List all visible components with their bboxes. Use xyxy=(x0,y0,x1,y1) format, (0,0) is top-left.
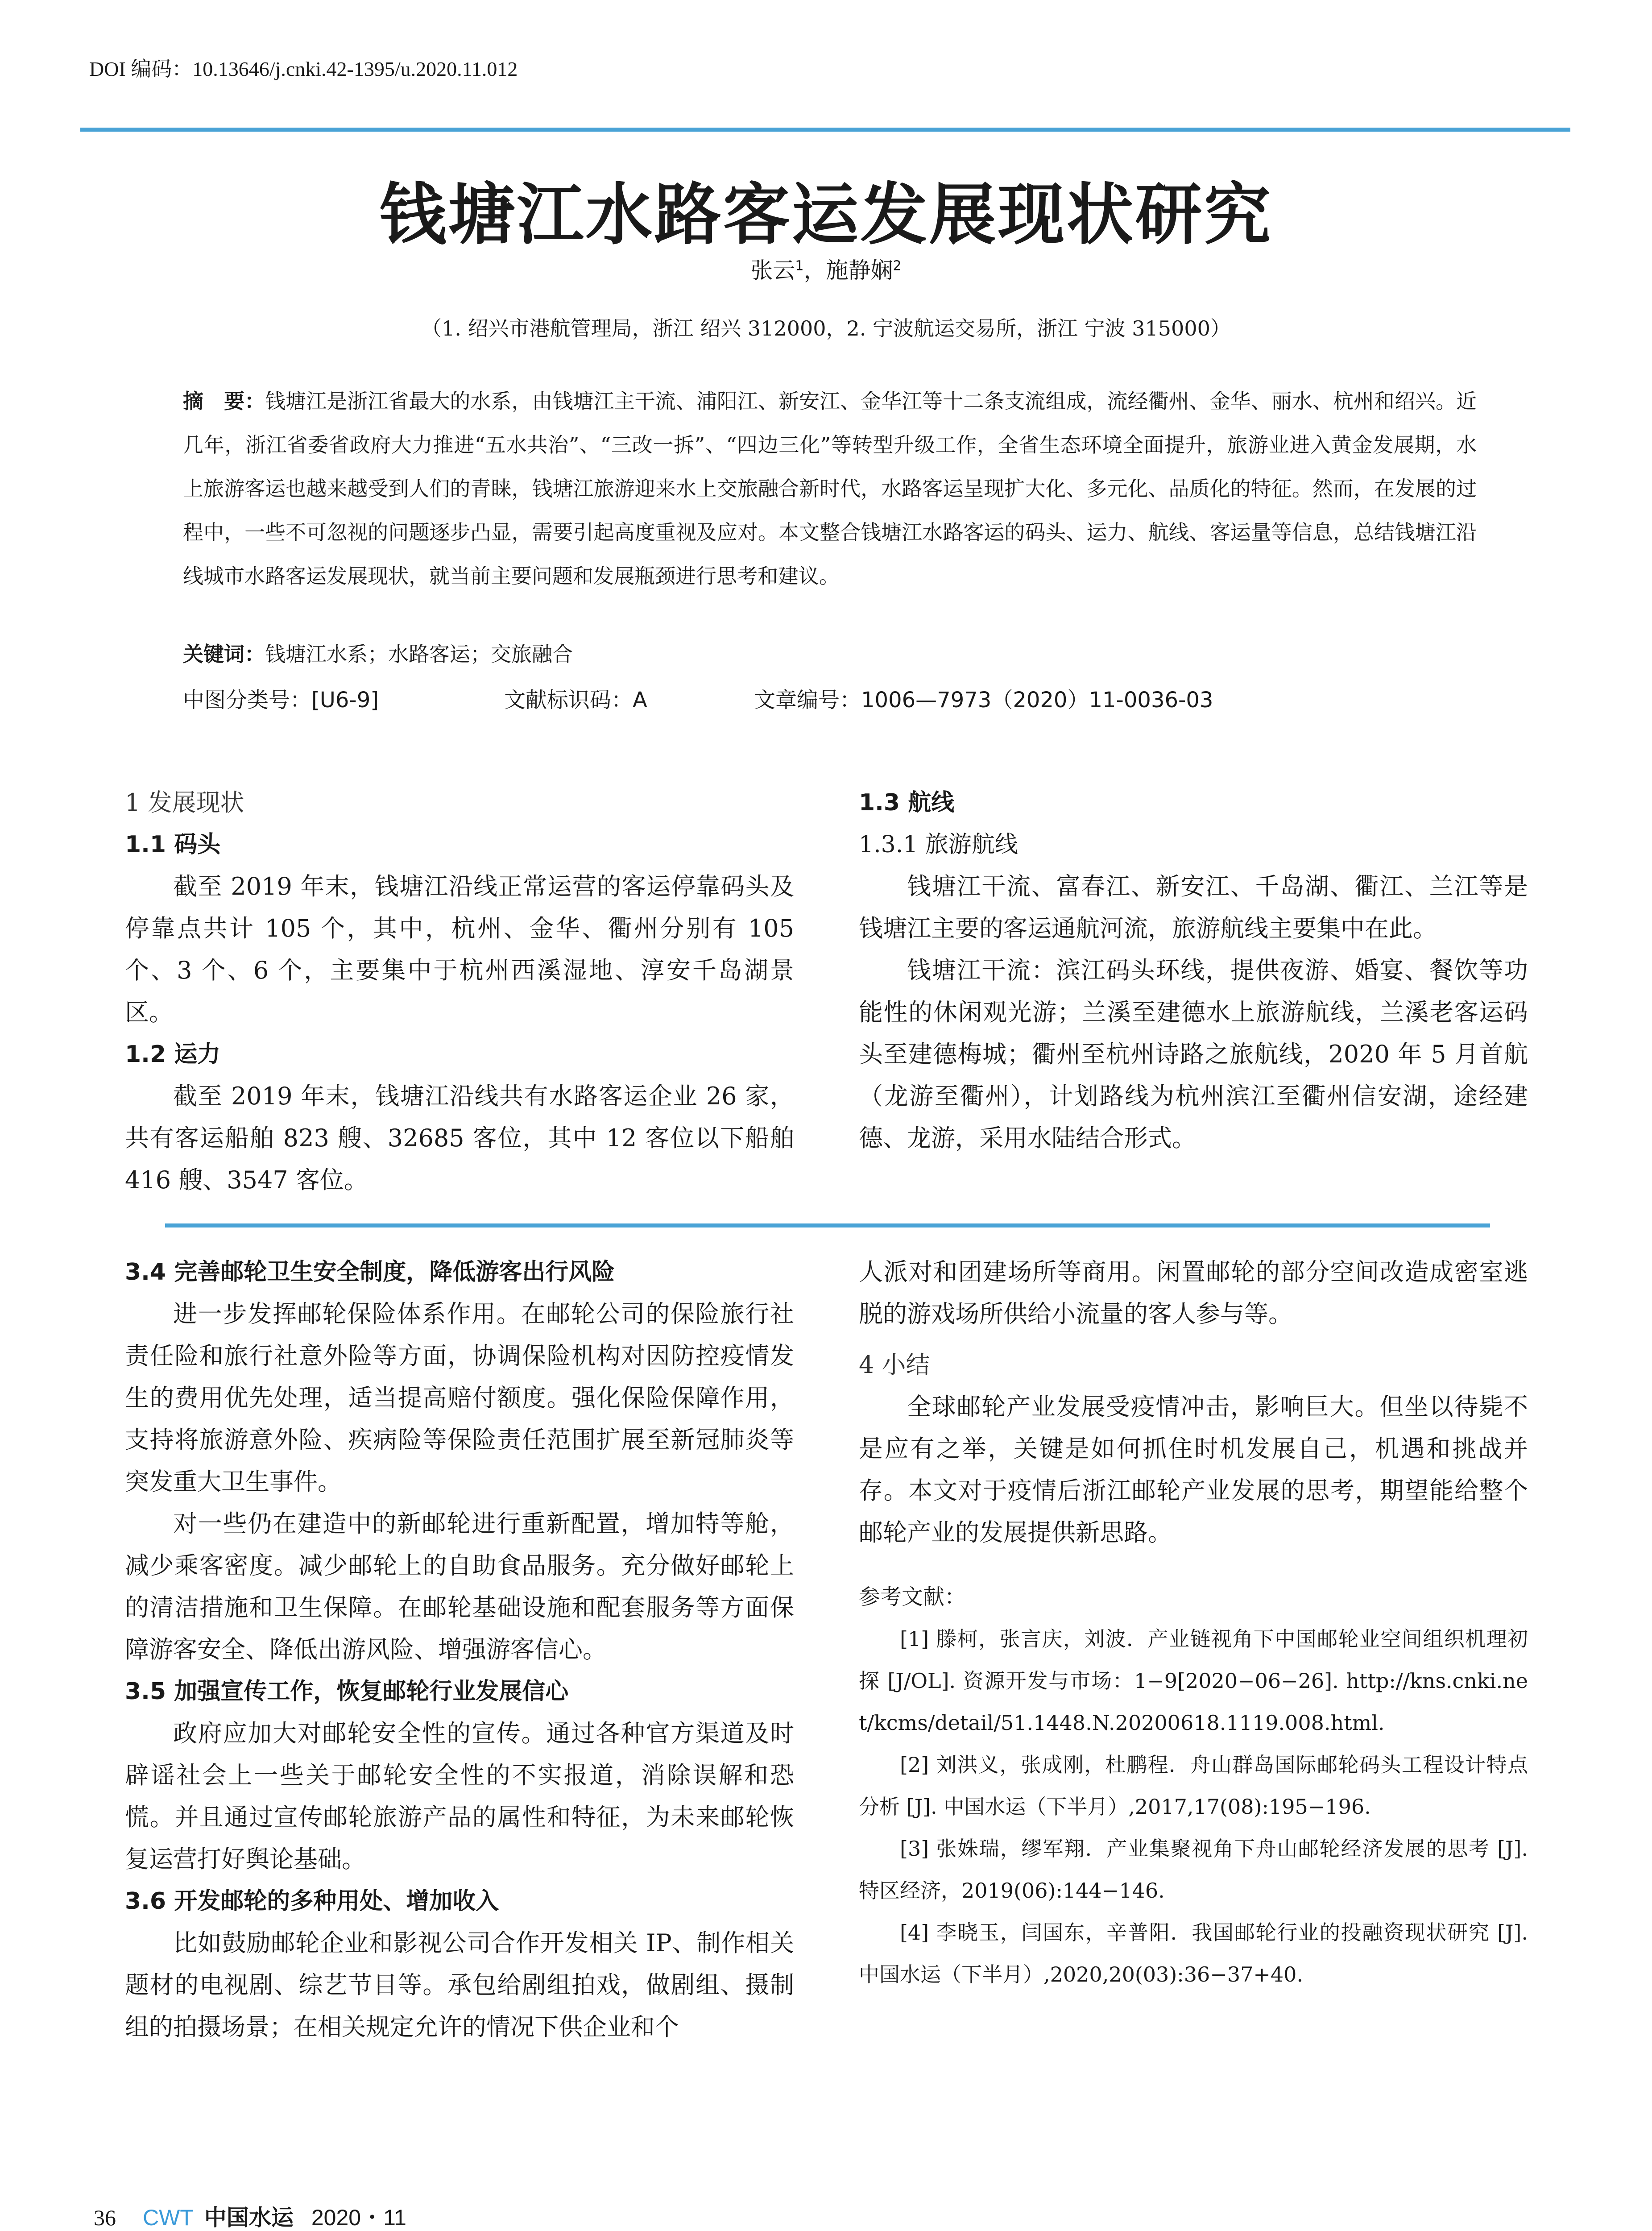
subsection-heading: 3.4 完善邮轮卫生安全制度，降低游客出行风险 xyxy=(125,1259,615,1286)
document-code: 文献标识码：A xyxy=(504,688,647,713)
clc-number: 中图分类号：[U6-9] xyxy=(183,688,379,713)
top-left-column xyxy=(125,782,794,1201)
references-heading: 参考文献： xyxy=(859,1584,966,1609)
section-heading: 1 发展现状 xyxy=(125,788,244,817)
abstract-text: 钱塘江是浙江省最大的水系，由钱塘江主干流、浦阳江、新安江、金华江等十二条支流组成，流经衢州、金华、丽水、杭州和绍兴。近几年，浙江省委省政府大力推进“五水共治”、“三改一拆”、“四边三化”等转型升级工作，全省生态环境全面提升，旅游业进入黄金发展期，水上旅游客运也越来越受到人们的青睐，钱塘江旅游迎来水上交旅融合新时代，水路客运呈现扩大化、多元化、品质化的特征。然而，在发展的过程中，一些不可忽视的问题逐步凸显，需要引起高度重视及应对。本文整合钱塘江水路客运的码头、运力、航线、客运量等信息，总结钱塘江沿线城市水路客运发展现状，就当前主要问题和发展瓶颈进行思考和建议。 xyxy=(183,389,1477,588)
paragraph: 对一些仍在建造中的新邮轮进行重新配置，增加特等舱，减少乘客密度。减少邮轮上的自助食品服务。充分做好邮轮上的清洁措施和卫生保障。在邮轮基础设施和配套服务等方面保障游客安全、降低出游风险、增强游客信心。 xyxy=(125,1509,794,1663)
header-rule xyxy=(80,128,1570,132)
section-divider xyxy=(165,1223,1490,1227)
subsection-heading: 3.6 开发邮轮的多种用处、增加收入 xyxy=(125,1888,499,1915)
section-heading: 4 小结 xyxy=(859,1351,930,1379)
doi-line: DOI 编码：10.13646/j.cnki.42-1395/u.2020.11.012 xyxy=(89,58,518,80)
paragraph: 进一步发挥邮轮保险体系作用。在邮轮公司的保险旅行社责任险和旅行社意外险等方面，协调保险机构对因防控疫情发生的费用优先处理，适当提高赔付额度。强化保险保障作用，支持将旅游意外险、疾病险等保险责任范围扩展至新冠肺炎等突发重大卫生事件。 xyxy=(125,1300,794,1496)
page-footer xyxy=(94,2200,406,2231)
abstract xyxy=(183,379,1477,598)
keywords-label: 关键词： xyxy=(183,642,265,666)
author-separator: ， xyxy=(803,257,826,283)
bottom-right-column xyxy=(859,1251,1528,1995)
subsection-heading: 3.5 加强宣传工作，恢复邮轮行业发展信心 xyxy=(125,1678,569,1705)
author-affil-mark: 1 xyxy=(795,258,804,274)
journal-name: 中国水运 xyxy=(204,2205,294,2231)
top-right-column xyxy=(859,782,1528,1159)
bottom-left-column xyxy=(125,1251,794,2048)
page-number: 36 xyxy=(94,2205,116,2230)
article-title: 钱塘江水路客运发展现状研究 xyxy=(379,175,1273,254)
subsection-heading: 1.1 码头 xyxy=(125,831,221,858)
authors xyxy=(0,253,1652,285)
journal-logo: CWT xyxy=(143,2205,194,2230)
subsection-heading: 1.2 运力 xyxy=(125,1041,221,1068)
paragraph: 比如鼓励邮轮企业和影视公司合作开发相关 IP、制作相关题材的电视剧、综艺节目等。承包给剧组拍戏，做剧组、摄制组的拍摄场景；在相关规定允许的情况下供企业和个 xyxy=(125,1929,794,2041)
paragraph: 钱塘江干流、富春江、新安江、千岛湖、衢江、兰江等是钱塘江主要的客运通航河流，旅游航线主要集中在此。 xyxy=(859,872,1528,942)
abstract-label: 摘 要： xyxy=(183,389,265,413)
classification-line xyxy=(183,683,1213,713)
reference-item: [4] 李晓玉，闫国东，辛普阳．我国邮轮行业的投融资现状研究 [J]. 中国水运（下半月）,2020,20(03):36−37+40. xyxy=(859,1920,1528,1986)
paragraph: 全球邮轮产业发展受疫情冲击，影响巨大。但坐以待毙不是应有之举，关键是如何抓住时机发展自己，机遇和挑战并存。本文对于疫情后浙江邮轮产业发展的思考，期望能给整个邮轮产业的发展提供新思路。 xyxy=(859,1393,1528,1547)
subsubsection-heading: 1.3.1 旅游航线 xyxy=(859,831,1018,858)
issue-number: 2020・11 xyxy=(311,2205,406,2230)
paragraph: 人派对和团建场所等商用。闲置邮轮的部分空间改造成密室逃脱的游戏场所供给小流量的客人参与等。 xyxy=(859,1258,1528,1328)
author-name: 张云 xyxy=(750,257,795,283)
author-name: 施静娴 xyxy=(826,257,893,283)
reference-item: [1] 滕柯，张言庆，刘波．产业链视角下中国邮轮业空间组织机理初探 [J/OL]. 资源开发与市场：1−9[2020−06−26]. http://kns.cnki.net/kcms/detail/51.1448.N.20200618.1119.008.html. xyxy=(859,1627,1528,1735)
keywords-text: 钱塘江水系；水路客运；交旅融合 xyxy=(265,642,573,666)
affiliations: （1. 绍兴市港航管理局，浙江 绍兴 312000，2. 宁波航运交易所，浙江 宁波 315000） xyxy=(421,316,1231,340)
paragraph: 政府应加大对邮轮安全性的宣传。通过各种官方渠道及时辟谣社会上一些关于邮轮安全性的不实报道，消除误解和恐慌。并且通过宣传邮轮旅游产品的属性和特征，为未来邮轮恢复运营打好舆论基础。 xyxy=(125,1719,794,1873)
reference-item: [2] 刘洪义，张成刚，杜鹏程．舟山群岛国际邮轮码头工程设计特点分析 [J]. 中国水运（下半月）,2017,17(08):195−196. xyxy=(859,1753,1528,1819)
author-affil-mark: 2 xyxy=(893,258,902,274)
reference-item: [3] 张姝瑞，缪军翔．产业集聚视角下舟山邮轮经济发展的思考 [J]. 特区经济，2019(06):144−146. xyxy=(859,1837,1528,1903)
keywords xyxy=(183,638,573,668)
paragraph: 截至 2019 年末，钱塘江沿线正常运营的客运停靠码头及停靠点共计 105 个，其中，杭州、金华、衢州分别有 105 个、3 个、6 个，主要集中于杭州西溪湿地、淳安千岛湖景区。 xyxy=(125,872,794,1026)
paragraph: 钱塘江干流：滨江码头环线，提供夜游、婚宴、餐饮等功能性的休闲观光游；兰溪至建德水上旅游航线，兰溪老客运码头至建德梅城；衢州至杭州诗路之旅航线，2020 年 5 月首航（龙游至衢州），计划路线为杭州滨江至衢州信安湖，途经建德、龙游，采用水陆结合形式。 xyxy=(859,956,1528,1152)
article-number: 文章编号：1006—7973（2020）11-0036-03 xyxy=(754,688,1213,713)
paragraph: 截至 2019 年末，钱塘江沿线共有水路客运企业 26 家，共有客运船舶 823 艘、32685 客位，其中 12 客位以下船舶 416 艘、3547 客位。 xyxy=(125,1082,795,1194)
subsection-heading: 1.3 航线 xyxy=(859,789,955,816)
references-list xyxy=(859,1618,1528,1995)
